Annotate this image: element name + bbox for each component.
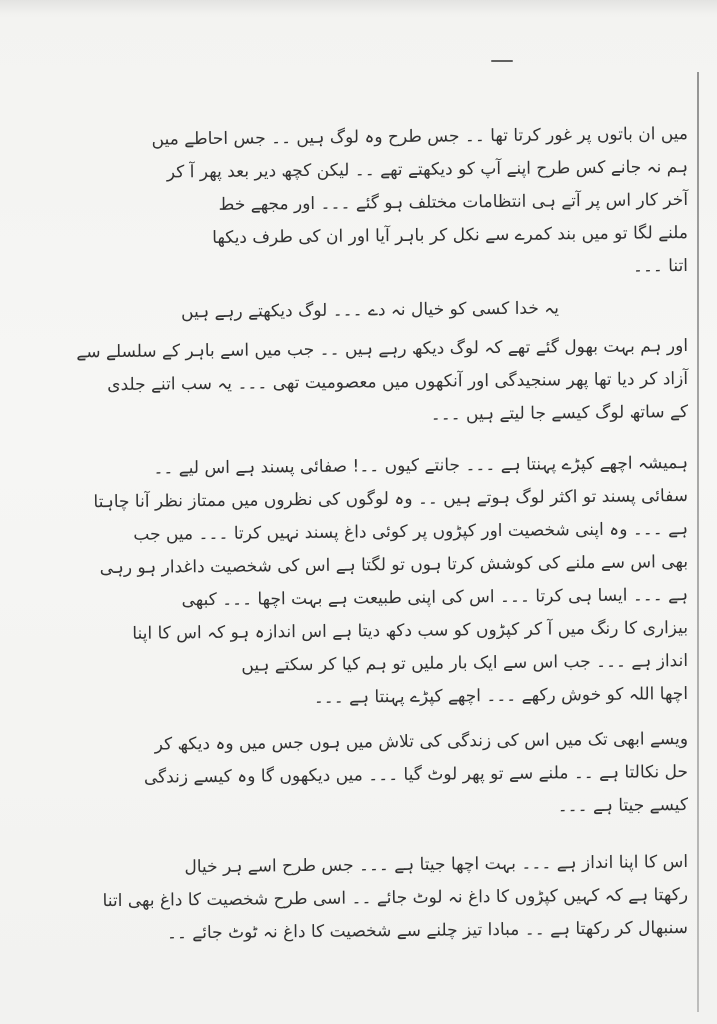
line-4-8: اچھا اللہ کو خوش رکھے ۔۔۔ اچھے کپڑے پہنتا ہے ۔۔۔ (313, 684, 689, 708)
line-1-3: آخر کار اس پر آتے ہی انتظامات مختلف ہو گئے ۔۔۔ اور مجھے خط (218, 190, 689, 215)
line-1-2: ہم نہ جانے کس طرح اپنے آپ کو دیکھتے تھے ۔۔ لیکن کچھ دیر بعد پھر آ کر (166, 157, 689, 183)
line-1-5: اتنا ۔۔۔ (632, 256, 689, 277)
handwritten-urdu-text (52, 118, 688, 945)
paragraph-2-centered (52, 291, 688, 324)
line-3-1: اور ہم بہت بھول گئے تھے کہ لوگ دیکھ رہے ہیں ۔۔ جب میں اسے باہر کے سلسلے سے (76, 336, 689, 363)
paragraph-6 (52, 846, 688, 945)
line-1-4: ملنے لگا تو میں بند کمرے سے نکل کر باہر آیا اور ان کی طرف دیکھا (212, 223, 689, 248)
line-6-2: رکھتا ہے کہ کہیں کپڑوں کا داغ نہ لوٹ جائے ۔۔ اسی طرح شخصیت کا داغ بھی اتنا (102, 885, 689, 912)
line-1-1: میں ان باتوں پر غور کرتا تھا ۔۔ جس طرح وہ لوگ ہیں ۔۔ جس احاطے میں (151, 124, 689, 150)
line-3-2: آزاد کر دیا تھا پھر سنجیدگی اور آنکھوں میں معصومیت تھی ۔۔۔ یہ سب اتنے جلدی (107, 369, 689, 396)
paragraph-5 (52, 723, 688, 822)
line-5-1: ویسے ابھی تک میں اس کی زندگی کی تلاش میں ہوں جس میں وہ دیکھ کر (154, 729, 689, 755)
line-4-7: انداز ہے ۔۔۔ جب اس سے ایک بار ملیں تو ہم کیا کر سکتے ہیں (241, 651, 689, 676)
paragraph-4 (52, 447, 688, 711)
scan-top-shadow (0, 0, 717, 18)
line-4-5: ہے ۔۔۔ ایسا ہی کرتا ۔۔۔ اس کی اپنی طبیعت ہے بہت اچھا ۔۔۔ کبھی (181, 585, 689, 611)
line-4-3: ہے ۔۔۔ وہ اپنی شخصیت اور کپڑوں پر کوئی داغ پسند نہیں کرتا ۔۔۔ میں جب (133, 519, 689, 545)
paragraph-1 (52, 118, 688, 283)
line-6-3: سنبھال کر رکھتا ہے ۔۔ مبادا تیز چلنے سے شخصیت کا داغ نہ ٹوٹ جائے ۔۔ (166, 918, 689, 944)
line-6-1: اس کا اپنا انداز ہے ۔۔۔ بہت اچھا جیتا ہے ۔۔۔ جس طرح اسے ہر خیال (184, 852, 689, 878)
line-4-6: بیزاری کا رنگ میں آ کر کپڑوں کو سب دکھ دیتا ہے اس اندازہ ہو کہ اس کا اپنا (132, 618, 689, 644)
paragraph-3 (52, 330, 688, 429)
line-5-2: حل نکالتا ہے ۔۔ ملنے سے تو پھر لوٹ گیا ۔۔۔ میں دیکھوں گا وہ کیسے زندگی (143, 762, 689, 788)
top-pen-mark (491, 60, 513, 62)
line-4-4: بھی اس سے ملنے کی کوشش کرتا ہوں تو لگتا ہے اس کی شخصیت داغدار ہو رہی (99, 552, 689, 579)
line-4-2: سفائی پسند تو اکثر لوگ ہوتے ہیں ۔۔ وہ لوگوں کی نظروں میں ممتاز نظر آنا چاہتا (93, 486, 689, 513)
line-2-1: یہ خدا کسی کو خیال نہ دے ۔۔۔ لوگ دیکھتے رہے ہیں (180, 298, 560, 323)
page-fold-line (697, 72, 699, 1012)
line-3-3: کے ساتھ لوگ کیسے جا لیتے ہیں ۔۔۔ (430, 402, 689, 425)
line-4-1: ہمیشہ اچھے کپڑے پہنتا ہے ۔۔۔ جانتے کیوں ۔۔! صفائی پسند ہے اس لیے ۔۔ (153, 453, 689, 479)
line-5-3: کیسے جیتا ہے ۔۔۔ (557, 795, 689, 817)
